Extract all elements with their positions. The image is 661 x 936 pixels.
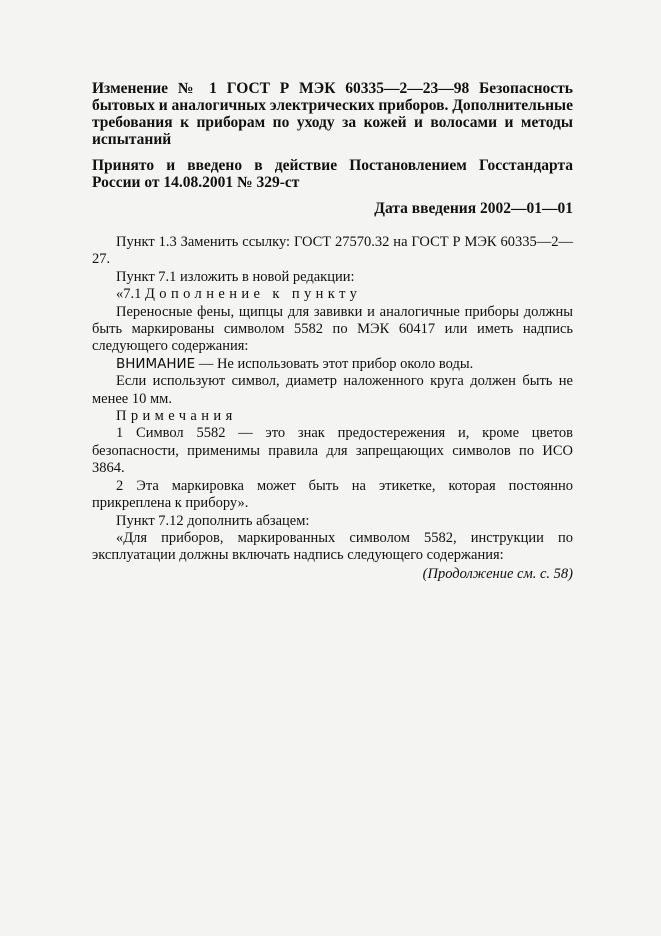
paragraph-marking-requirement: Переносные фены, щипцы для завивки и аналогичные приборы должны быть маркированы символом 5582 по МЭК 60417 или иметь надпись следующего содержания: [92, 303, 573, 355]
note-1: 1 Символ 5582 — это знак предостережения и, кроме цветов безопасности, применимы правила для запрещающих символов по ИСО 3864. [92, 425, 573, 477]
warning-text: — Не использовать этот прибор около воды. [195, 355, 474, 372]
notes-heading [92, 408, 573, 425]
document-page [92, 80, 573, 583]
addition-spaced-title: Дополнение к пункту [145, 286, 362, 303]
paragraph-warning [92, 356, 573, 373]
notes-spaced-title: Примечания [116, 408, 237, 425]
paragraph-clause-7-12: Пункт 7.12 дополнить абзацем: [116, 512, 310, 529]
warning-caps: ВНИМАНИЕ [116, 355, 196, 372]
accepted-statement: Принято и введено в действие Постановлением Госстандарта России от 14.08.2001 № 329-ст [92, 157, 573, 191]
continuation-note: (Продолжение см. с. 58) [422, 565, 573, 582]
effective-date: Дата введения 2002—01—01 [374, 200, 573, 217]
document-body [92, 234, 573, 583]
paragraph-clause-7-1: Пункт 7.1 изложить в новой редакции: [116, 268, 355, 285]
paragraph-symbol-size: Если используют символ, диаметр наложенного круга должен быть не менее 10 мм. [92, 373, 573, 407]
paragraph-instructions: «Для приборов, маркированных символом 5582, инструкции по эксплуатации должны включать надпись следующего содержания: [92, 529, 573, 564]
amendment-title: Изменение № 1 ГОСТ Р МЭК 60335—2—23—98 Безопасность бытовых и аналогичных электрических приборов. Дополнительные требования к приборам по уходу за кожей и волосами и методы испытаний [92, 80, 573, 148]
paragraph-addition-heading [92, 286, 573, 303]
note-2: 2 Эта маркировка может быть на этикетке, которая постоянно прикреплена к прибору». [92, 477, 573, 512]
addition-number: «7.1 [116, 286, 145, 303]
paragraph-clause-1-3: Пункт 1.3 Заменить ссылку: ГОСТ 27570.32 на ГОСТ Р МЭК 60335—2—27. [92, 234, 573, 268]
